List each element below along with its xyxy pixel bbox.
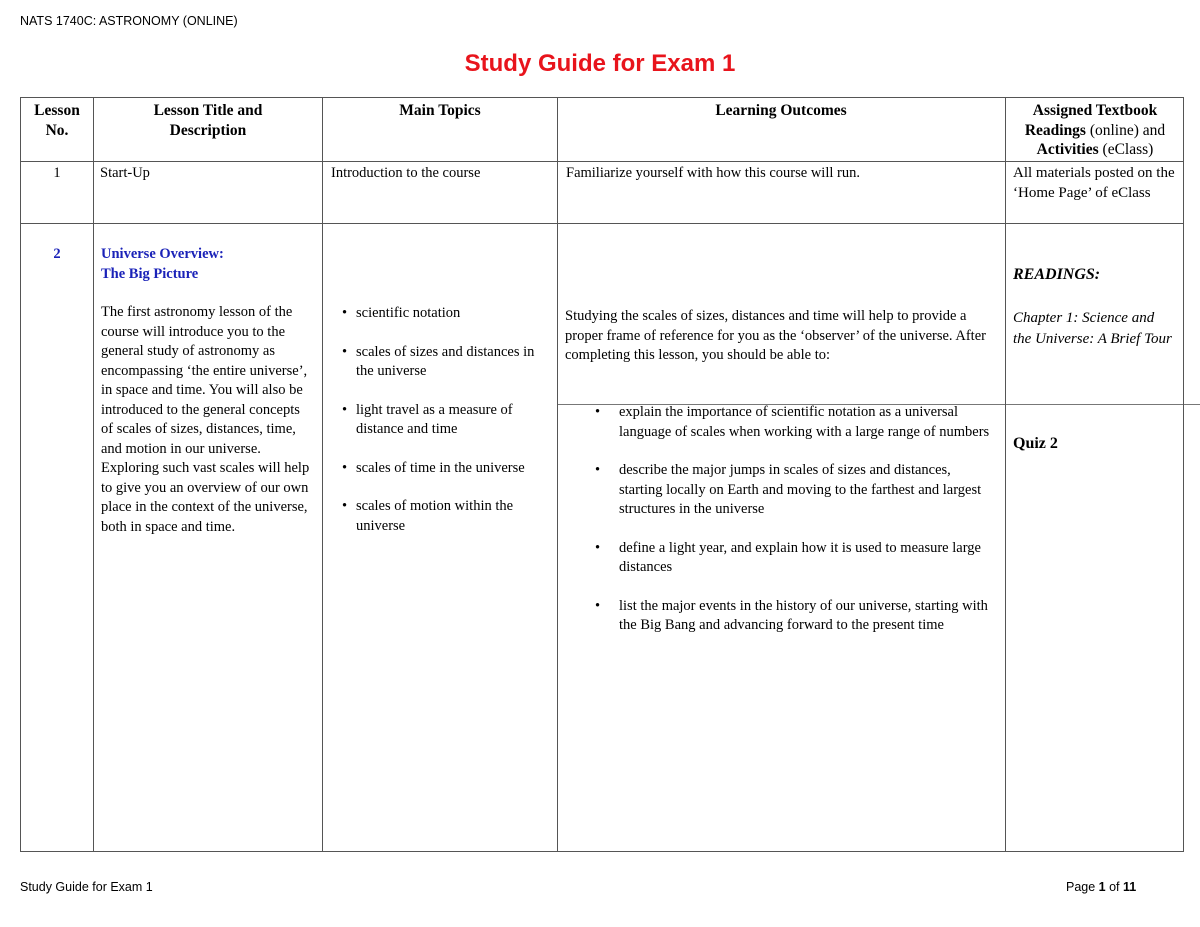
row1-readings: All materials posted on the ‘Home Page’ of eClass bbox=[1013, 165, 1175, 201]
row2-lesson-title-block bbox=[101, 245, 315, 537]
outcomes-list bbox=[565, 403, 997, 636]
header-lesson-title: Lesson Title and Description bbox=[153, 102, 263, 139]
list-item: • describe the major jumps in scales of sizes and distances, starting locally on Earth and moving to the farthest and largest structures in the universe bbox=[565, 461, 997, 520]
table-border-right bbox=[1183, 97, 1184, 852]
list-item: • list the major events in the history of our universe, starting with the Big Bang and advancing forward to the present time bbox=[565, 597, 997, 636]
row2-description: The first astronomy lesson of the course will introduce you to the general study of astronomy as encompassing ‘the entire universe’, in space and time. You will also be introduced to the general concepts of scales of sizes, distances, time, and motion in our universe. Exploring such vast scales will help to give you an overview of our own place in the context of the universe, both in space and time. bbox=[101, 304, 310, 535]
row1-lesson-no: 1 bbox=[53, 165, 61, 181]
header-readings-normal: (online) and bbox=[1085, 121, 1166, 139]
table-border-header bbox=[20, 161, 1184, 162]
row2-outcomes-intro: Studying the scales of sizes, distances and time will help to provide a proper frame of reference for you as the ‘observer’ of the universe. After completing this lesson, you should be able to: bbox=[565, 308, 986, 363]
header-learning-outcomes: Learning Outcomes bbox=[715, 102, 847, 119]
table-border-bottom bbox=[20, 851, 1184, 852]
table-border-left bbox=[20, 97, 21, 852]
row2-title-line2: The Big Picture bbox=[101, 265, 199, 282]
footer-title: Study Guide for Exam 1 bbox=[20, 880, 153, 894]
table-col-divider bbox=[322, 97, 323, 852]
footer-page-number bbox=[1066, 880, 1136, 894]
footer-page-current: 1 bbox=[1098, 880, 1106, 894]
header-activities-bold: Activities bbox=[1036, 141, 1099, 158]
list-item: • explain the importance of scientific notation as a universal language of scales when working with a large range of numbers bbox=[565, 403, 997, 442]
document-header: NATS 1740C: ASTRONOMY (ONLINE) bbox=[20, 14, 238, 28]
table-col-divider bbox=[557, 97, 558, 852]
list-item: • scales of sizes and distances in the universe bbox=[342, 343, 550, 382]
footer-page-total: 11 bbox=[1123, 880, 1137, 894]
list-item: • scales of time in the universe bbox=[342, 459, 550, 479]
row1-main-topics: Introduction to the course bbox=[331, 165, 481, 181]
header-activities-normal: (eClass) bbox=[1098, 141, 1154, 158]
table-col-divider bbox=[93, 97, 94, 852]
row2-readings-label: READINGS: bbox=[1013, 266, 1101, 283]
header-readings-bold: Assigned Textbook Readings bbox=[1024, 102, 1158, 139]
table-border-row1 bbox=[20, 223, 1184, 224]
header-readings bbox=[1010, 101, 1180, 160]
header-lesson-no: Lesson No. bbox=[34, 102, 80, 139]
row2-quiz: Quiz 2 bbox=[1013, 435, 1058, 452]
header-main-topics: Main Topics bbox=[399, 102, 481, 119]
list-item: • scientific notation bbox=[342, 304, 550, 324]
row2-main-topics bbox=[342, 304, 550, 555]
footer-of-word: of bbox=[1105, 880, 1123, 894]
row1-lesson-title: Start-Up bbox=[100, 165, 150, 181]
table-border-top bbox=[20, 97, 1184, 98]
row2-learning-outcomes bbox=[565, 403, 997, 655]
list-item: • define a light year, and explain how it is used to measure large distances bbox=[565, 539, 997, 578]
list-item: • scales of motion within the universe bbox=[342, 497, 550, 536]
topics-list bbox=[342, 304, 550, 536]
row2-lesson-no: 2 bbox=[53, 246, 61, 262]
row2-title-line1: Universe Overview: bbox=[101, 246, 224, 262]
row2-readings-text: Chapter 1: Science and the Universe: A Brief Tour bbox=[1013, 310, 1172, 347]
footer-page-word: Page bbox=[1066, 880, 1099, 894]
row1-learning-outcomes: Familiarize yourself with how this course will run. bbox=[566, 165, 860, 181]
list-item: • light travel as a measure of distance and time bbox=[342, 401, 550, 440]
page-title: Study Guide for Exam 1 bbox=[464, 50, 736, 77]
table-col-divider bbox=[1005, 97, 1006, 852]
